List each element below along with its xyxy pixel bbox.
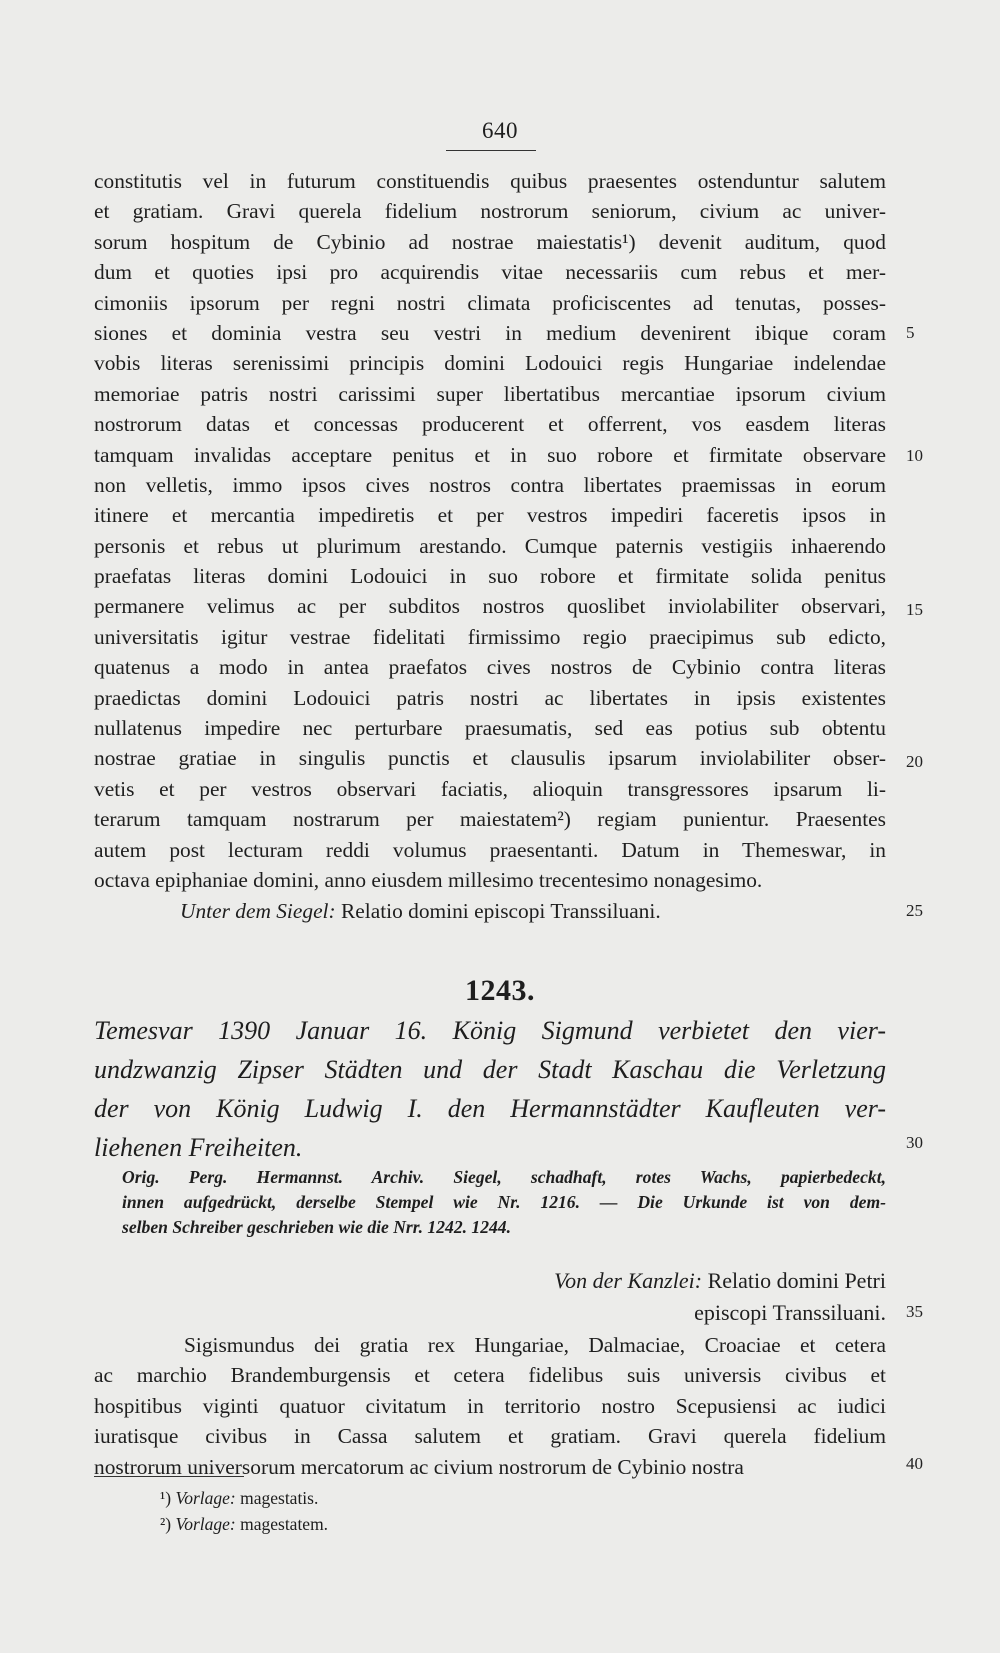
text-line: cimoniis ipsorum per regni nostri climata proficiscentes ad tenutas, posses- <box>94 290 886 315</box>
text-line: praefatas literas domini Lodouici in suo robore et firmitate solida penitus <box>94 564 886 589</box>
text-line: autem post lecturam reddi volumus praesentanti. Datum in Themeswar, in <box>94 837 886 862</box>
kanzlei-line-1: Relatio domini Petri <box>707 1268 886 1293</box>
main-text-paragraph <box>94 166 886 895</box>
second-text-paragraph <box>94 1330 886 1482</box>
footnote-mark: ²) <box>160 1514 172 1534</box>
page-number: 640 <box>482 118 518 143</box>
line-number: 20 <box>906 752 923 771</box>
text-line: ac marchio Brandemburgensis et cetera fidelibus suis universis civibus et <box>94 1363 886 1388</box>
regest-line: der von König Ludwig I. den Hermannstädter Kaufleuten ver- <box>94 1094 886 1123</box>
text-line: hospitibus viginti quatuor civitatum in territorio nostro Scepusiensi ac iudici <box>94 1393 886 1418</box>
regest-line: liehenen Freiheiten. <box>94 1133 303 1162</box>
text-line: nostrae gratiae in singulis punctis et clausulis ipsarum inviolabiliter obser- <box>94 746 886 771</box>
text-line: nullatenus impedire nec perturbare praesumatis, sed eas potius sub obtentu <box>94 716 886 741</box>
text-line: et gratiam. Gravi querela fidelium nostrorum seniorum, civium ac univer- <box>94 199 886 224</box>
text-line: Sigismundus dei gratia rex Hungariae, Dalmaciae, Croaciae et cetera <box>184 1333 886 1357</box>
text-line: constitutis vel in futurum constituendis quibus praesentes ostenduntur salutem <box>94 169 886 193</box>
siegel-line <box>94 896 886 926</box>
regest-summary <box>94 1011 886 1167</box>
footnote-mark: ¹) <box>160 1488 172 1508</box>
footnote <box>160 1511 328 1537</box>
line-number: 15 <box>906 600 923 619</box>
line-number: 10 <box>906 446 923 465</box>
line-number: 25 <box>906 901 923 920</box>
text-line: praedictas domini Lodouici patris nostri ac libertates in ipsis existentes <box>94 685 886 710</box>
footnote-label: Vorlage: <box>175 1514 236 1534</box>
text-line: iuratisque civibus in Cassa salutem et gratiam. Gravi querela fidelium <box>94 1424 886 1449</box>
text-line: dum et quoties ipsi pro acquirendis vitae necessariis cum rebus et mer- <box>94 260 886 285</box>
page-number-rule <box>446 150 536 151</box>
line-number: 30 <box>906 1133 923 1152</box>
siegel-text: Relatio domini episcopi Transsiluani. <box>341 899 661 923</box>
text-line: vetis et per vestros observari faciatis, alioquin transgressores ipsarum li- <box>94 776 886 801</box>
text-line: quatenus a modo in antea praefatos cives nostros de Cybinio contra literas <box>94 655 886 680</box>
footnotes <box>160 1485 328 1537</box>
kanzlei-label: Von der Kanzlei: <box>554 1268 703 1293</box>
text-line: permanere velimus ac per subditos nostros quoslibet inviolabiliter observari, <box>94 594 886 619</box>
kanzlei-line-2: episcopi Transsiluani. <box>694 1300 886 1325</box>
footnote <box>160 1485 328 1511</box>
text-line: non velletis, immo ipsos cives nostros contra libertates praemissas in eorum <box>94 472 886 497</box>
regest-line: undzwanzig Zipser Städten und der Stadt Kaschau die Verletzung <box>94 1055 886 1084</box>
note-line: innen aufgedrückt, derselbe Stempel wie Nr. 1216. — Die Urkunde ist von dem- <box>122 1192 886 1212</box>
text-line: universitatis igitur vestrae fidelitati firmissimo regio praecipimus sub edicto, <box>94 624 886 649</box>
text-line: nostrorum universorum mercatorum ac civium nostrorum de Cybinio nostra <box>94 1454 744 1479</box>
footnote-text: magestatis. <box>240 1488 319 1508</box>
text-line: vobis literas serenissimi principis domini Lodouici regis Hungariae indelendae <box>94 351 886 376</box>
line-number: 5 <box>906 323 915 342</box>
text-line: sorum hospitum de Cybinio ad nostrae maiestatis¹) devenit auditum, quod <box>94 229 886 254</box>
line-number: 40 <box>906 1454 923 1473</box>
line-number: 35 <box>906 1302 923 1321</box>
note-line: Orig. Perg. Hermannst. Archiv. Siegel, schadhaft, rotes Wachs, papierbedeckt, <box>122 1167 886 1187</box>
footnote-text: magestatem. <box>240 1514 329 1534</box>
footnote-rule <box>94 1476 244 1477</box>
text-line: siones et dominia vestra seu vestri in medium devenirent ibique coram <box>94 320 886 345</box>
note-line: selben Schreiber geschrieben wie die Nrr. 1242. 1244. <box>122 1217 512 1237</box>
text-line: memoriae patris nostri carissimi super libertatibus mercantiae ipsorum civium <box>94 381 886 406</box>
siegel-label: Unter dem Siegel: <box>180 899 336 923</box>
text-line: tamquam invalidas acceptare penitus et in suo robore et firmitate observare <box>94 442 886 467</box>
text-line: personis et rebus ut plurimum arestando. Cumque paternis vestigiis inhaerendo <box>94 533 886 558</box>
footnote-label: Vorlage: <box>175 1488 236 1508</box>
text-line: itinere et mercantia impediretis et per vestros impediri faceretis ipsos in <box>94 503 886 528</box>
regest-line: Temesvar 1390 Januar 16. König Sigmund verbietet den vier- <box>94 1016 886 1045</box>
text-line: nostrorum datas et concessas producerent et offerrent, vos easdem literas <box>94 412 886 437</box>
text-line: octava epiphaniae domini, anno eiusdem millesimo trecentesimo nonagesimo. <box>94 867 763 892</box>
document-number: 1243. <box>465 974 535 1007</box>
kanzlei-note <box>94 1265 886 1329</box>
text-line: terarum tamquam nostrarum per maiestatem²) regiam punientur. Praesentes <box>94 807 886 832</box>
source-note <box>122 1165 886 1240</box>
